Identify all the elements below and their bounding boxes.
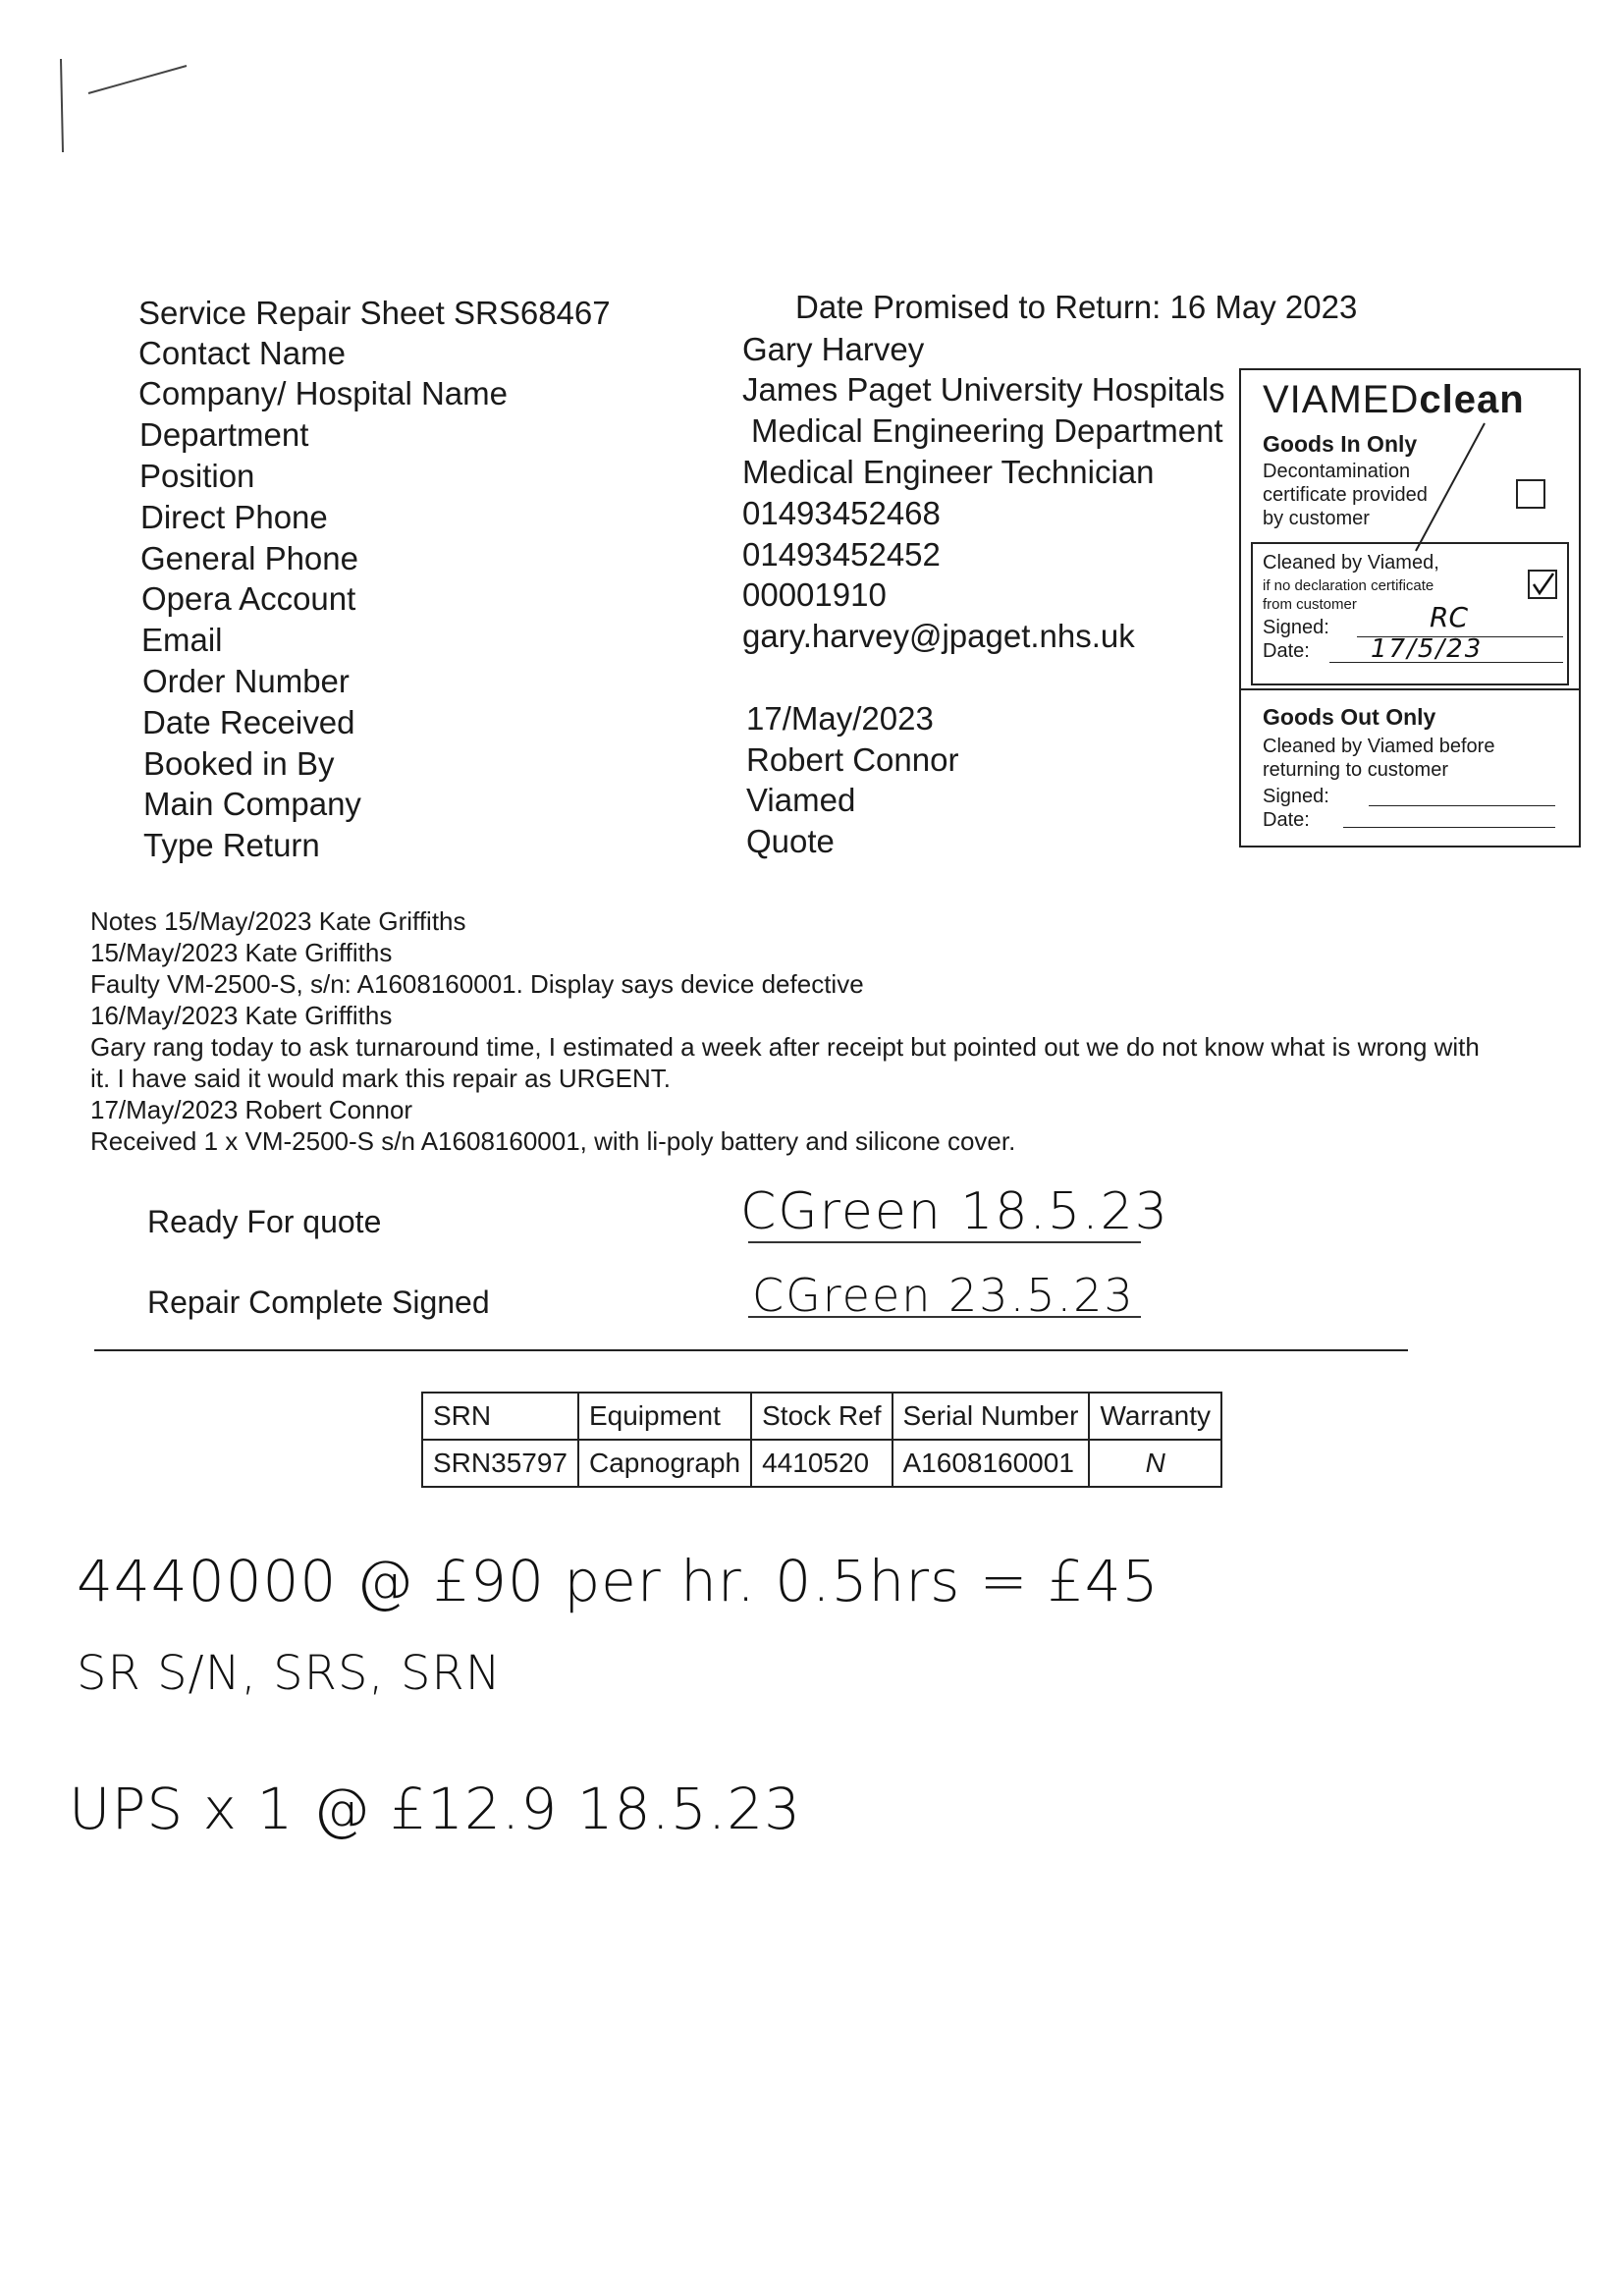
header-stock-ref: Stock Ref: [751, 1393, 892, 1440]
date-out-line: [1343, 827, 1555, 828]
label-date-received: Date Received: [142, 704, 355, 740]
stamp-brand: [1263, 378, 1525, 422]
value-date-received: 17/May/2023: [746, 700, 934, 737]
value-main-company: Viamed: [746, 782, 856, 818]
value-direct-phone: 01493452468: [742, 495, 941, 531]
goods-in-cleaned-box: [1251, 542, 1569, 685]
value-email: gary.harvey@jpaget.nhs.uk: [742, 618, 1135, 654]
cleaned-by-label: Cleaned by Viamed,: [1263, 552, 1439, 574]
note-line: Received 1 x VM-2500-S s/n A1608160001, with li-poly battery and silicone cover.: [90, 1126, 1016, 1156]
handwritten-line-3: UPS x 1 @ £12.9 18.5.23: [69, 1776, 802, 1842]
goods-in-title: Goods In Only: [1263, 431, 1418, 457]
complete-signature-line: [748, 1316, 1141, 1318]
signed-in-handwriting: RC: [1430, 601, 1469, 633]
decon-checkbox: [1516, 479, 1545, 509]
ready-signature-line: [748, 1241, 1141, 1243]
date-in-handwriting: 17/5/23: [1371, 634, 1484, 664]
value-department: Medical Engineering Department: [751, 412, 1223, 449]
table-row: [422, 1440, 1221, 1487]
goods-out-line2: returning to customer: [1263, 759, 1448, 781]
cleaned-checkbox: [1528, 570, 1557, 599]
date-promised: Date Promised to Return: 16 May 2023: [795, 289, 1358, 325]
label-department: Department: [139, 416, 309, 453]
note-line: 16/May/2023 Kate Griffiths: [90, 1001, 393, 1030]
note-line: Gary rang today to ask turnaround time, I estimated a week after receipt but pointed out we do not know what is wrong with: [90, 1032, 1480, 1062]
cell-equipment: Capnograph: [578, 1440, 751, 1487]
value-booked-in-by: Robert Connor: [746, 741, 959, 778]
cell-srn: SRN35797: [422, 1440, 578, 1487]
repair-complete-signature: CGreen 23.5.23: [752, 1269, 1135, 1322]
cell-serial-number: A1608160001: [893, 1440, 1090, 1487]
cell-warranty: N: [1089, 1440, 1221, 1487]
label-booked-in-by: Booked in By: [143, 745, 335, 782]
note-line: Notes 15/May/2023 Kate Griffiths: [90, 906, 466, 936]
header-serial-number: Serial Number: [893, 1393, 1090, 1440]
stamp-brand-prefix: VIAMED: [1263, 378, 1420, 421]
label-main-company: Main Company: [143, 786, 361, 822]
viamed-clean-stamp: [1239, 368, 1581, 847]
note-line: it. I have said it would mark this repair as URGENT.: [90, 1064, 671, 1093]
label-position: Position: [139, 458, 255, 494]
check-mark-icon: [1530, 572, 1555, 597]
signed-in-label: Signed:: [1263, 617, 1329, 638]
decon-line3: by customer: [1263, 508, 1370, 529]
value-opera-account: 00001910: [742, 576, 887, 613]
sheet-title: Service Repair Sheet SRS68467: [138, 295, 611, 331]
value-type-return: Quote: [746, 823, 835, 859]
decon-line2: certificate provided: [1263, 484, 1428, 506]
staple-mark: [49, 54, 196, 162]
decon-slash-mark: [1408, 419, 1496, 557]
handwritten-line-2: SR S/N, SRS, SRN: [77, 1646, 502, 1701]
repair-complete-label: Repair Complete Signed: [147, 1285, 490, 1320]
label-company: Company/ Hospital Name: [138, 375, 508, 411]
ready-for-quote-label: Ready For quote: [147, 1204, 382, 1239]
header-warranty: Warranty: [1089, 1393, 1221, 1440]
signed-out-label: Signed:: [1263, 786, 1329, 807]
goods-out-title: Goods Out Only: [1263, 704, 1436, 730]
label-general-phone: General Phone: [140, 540, 358, 576]
header-srn: SRN: [422, 1393, 578, 1440]
no-declaration-label: if no declaration certificate: [1263, 577, 1434, 594]
decon-line1: Decontamination: [1263, 461, 1411, 482]
value-company: James Paget University Hospitals: [742, 371, 1225, 408]
from-customer-label: from customer: [1263, 596, 1357, 613]
label-opera-account: Opera Account: [141, 580, 356, 617]
header-equipment: Equipment: [578, 1393, 751, 1440]
date-out-label: Date:: [1263, 809, 1310, 831]
value-position: Medical Engineer Technician: [742, 454, 1155, 490]
cell-stock-ref: 4410520: [751, 1440, 892, 1487]
handwritten-line-1: 4440000 @ £90 per hr. 0.5hrs = £45: [77, 1548, 1160, 1614]
value-contact-name: Gary Harvey: [742, 331, 925, 367]
label-contact-name: Contact Name: [138, 335, 346, 371]
section-divider: [94, 1349, 1408, 1351]
note-line: Faulty VM-2500-S, s/n: A1608160001. Display says device defective: [90, 969, 864, 999]
label-direct-phone: Direct Phone: [140, 499, 328, 535]
date-in-label: Date:: [1263, 640, 1310, 662]
goods-out-line1: Cleaned by Viamed before: [1263, 736, 1495, 757]
note-line: 17/May/2023 Robert Connor: [90, 1095, 413, 1124]
stamp-brand-suffix: clean: [1419, 378, 1525, 421]
stamp-divider: [1241, 688, 1579, 690]
label-email: Email: [141, 622, 223, 658]
note-line: 15/May/2023 Kate Griffiths: [90, 938, 393, 967]
ready-for-quote-signature: CGreen 18.5.23: [740, 1182, 1169, 1241]
label-type-return: Type Return: [143, 827, 320, 863]
table-header-row: [422, 1393, 1221, 1440]
signed-out-line: [1369, 805, 1555, 806]
equipment-table: [421, 1392, 1222, 1488]
value-general-phone: 01493452452: [742, 536, 941, 573]
label-order-number: Order Number: [142, 663, 350, 699]
